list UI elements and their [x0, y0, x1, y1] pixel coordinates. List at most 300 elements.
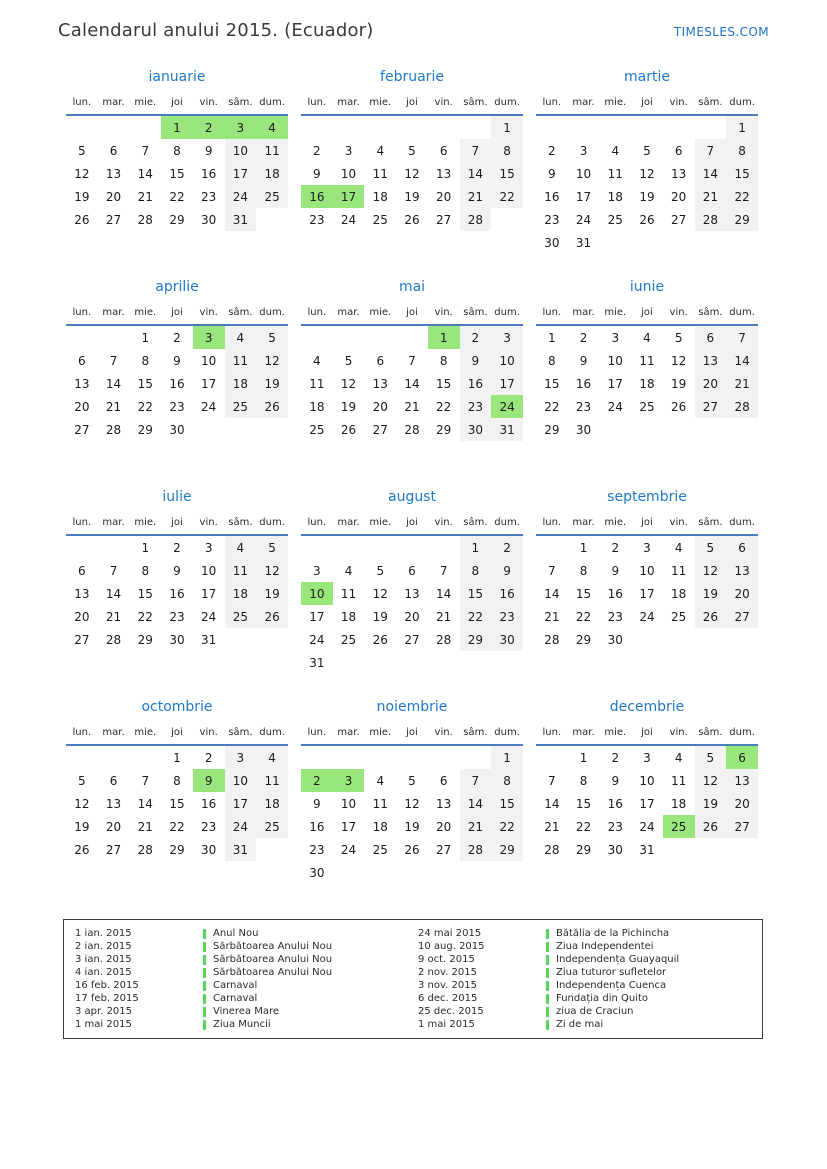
empty-cell [396, 861, 428, 884]
month-table [66, 512, 288, 651]
day-header: lun. [66, 302, 98, 325]
site-link[interactable]: TIMESLES.COM [673, 25, 769, 39]
week-row [301, 325, 523, 349]
day-cell: 7 [408, 353, 416, 368]
day-cell: 7 [109, 563, 118, 578]
day-cell: 20 [74, 609, 90, 624]
holiday-marker-icon [203, 942, 206, 952]
day-cell: 10 [225, 769, 257, 792]
day-header: dum. [256, 512, 288, 535]
day-cell: 11 [256, 769, 288, 792]
legend-holiday-label: Anul Nou [213, 928, 259, 939]
empty-cell [726, 231, 758, 254]
day-cell: 7 [548, 773, 556, 788]
day-cell: 1 [161, 115, 193, 139]
day-cell: 18 [607, 189, 623, 204]
legend-holiday-label: Sărbătoarea Anului Nou [213, 967, 333, 978]
day-cell: 26 [372, 632, 388, 647]
day-cell: 30 [201, 212, 217, 227]
empty-cell [364, 745, 396, 769]
day-cell: 25 [372, 842, 388, 857]
day-cell: 14 [436, 586, 452, 601]
day-cell: 4 [313, 353, 321, 368]
week-row [301, 792, 523, 815]
week-row [301, 115, 523, 139]
day-cell: 20 [726, 582, 758, 605]
day-cell: 28 [695, 208, 727, 231]
day-header: joi [161, 512, 193, 535]
day-header: vin. [663, 92, 695, 115]
empty-cell [66, 535, 98, 559]
day-header: joi [631, 722, 663, 745]
holiday-marker-icon [203, 968, 206, 978]
holiday-legend [63, 919, 763, 1039]
day-cell: 26 [639, 212, 655, 227]
day-cell: 12 [671, 353, 687, 368]
day-cell: 10 [225, 139, 257, 162]
day-cell: 5 [256, 535, 288, 559]
day-cell: 25 [663, 815, 695, 838]
day-cell: 26 [695, 605, 727, 628]
week-row [301, 535, 523, 559]
week-row [536, 395, 758, 418]
day-cell: 18 [225, 372, 257, 395]
day-cell: 7 [141, 143, 150, 158]
day-cell: 1 [579, 540, 588, 555]
week-row [66, 418, 288, 441]
day-cell: 24 [309, 632, 325, 647]
week-row [66, 838, 288, 861]
day-cell: 24 [225, 815, 257, 838]
day-cell: 21 [695, 185, 727, 208]
day-cell: 19 [340, 399, 357, 414]
day-cell: 20 [436, 819, 452, 834]
legend-entry [413, 1018, 756, 1031]
day-header: mar. [333, 302, 365, 325]
empty-cell [225, 628, 257, 651]
day-cell: 26 [340, 422, 357, 437]
day-header: mie. [364, 512, 396, 535]
day-cell: 10 [301, 582, 333, 605]
legend-holiday-name [546, 954, 756, 965]
day-cell: 28 [436, 632, 452, 647]
day-cell: 4 [256, 745, 288, 769]
week-row [536, 349, 758, 372]
day-cell: 27 [436, 842, 452, 857]
empty-cell [568, 115, 600, 139]
day-cell: 30 [607, 632, 623, 647]
day-cell: 17 [340, 819, 357, 834]
legend-holiday-label: Ziua Independentei [556, 941, 654, 952]
day-header: lun. [536, 512, 568, 535]
legend-holiday-name [203, 967, 413, 978]
day-cell: 9 [579, 353, 588, 368]
day-cell: 2 [313, 143, 321, 158]
day-cell: 20 [671, 189, 687, 204]
empty-cell [396, 325, 428, 349]
day-cell: 22 [460, 605, 492, 628]
legend-entry [70, 966, 413, 979]
day-cell: 10 [639, 563, 655, 578]
day-cell: 12 [404, 166, 420, 181]
empty-cell [333, 535, 365, 559]
day-cell: 6 [78, 353, 86, 368]
legend-date: 2 ian. 2015 [75, 941, 132, 952]
day-header: joi [396, 302, 428, 325]
legend-date: 1 mai 2015 [418, 1019, 475, 1030]
day-header: mie. [129, 302, 161, 325]
day-cell: 14 [105, 376, 122, 391]
month-table [301, 92, 523, 231]
legend-date: 6 dec. 2015 [418, 993, 478, 1004]
day-cell: 7 [548, 563, 556, 578]
legend-holiday-name [546, 1019, 756, 1030]
day-cell: 8 [173, 143, 181, 158]
day-cell: 11 [225, 349, 257, 372]
legend-holiday-name [203, 980, 413, 991]
week-row [536, 838, 758, 861]
day-cell: 22 [575, 819, 592, 834]
day-cell: 15 [137, 586, 153, 601]
week-row [536, 582, 758, 605]
holiday-marker-icon [546, 1007, 549, 1017]
week-row [66, 582, 288, 605]
day-cell: 5 [643, 143, 651, 158]
week-row [536, 115, 758, 139]
day-cell: 14 [404, 376, 420, 391]
legend-entry [70, 979, 413, 992]
day-cell: 2 [548, 143, 556, 158]
day-cell: 31 [225, 208, 257, 231]
day-cell: 3 [225, 745, 257, 769]
day-header: mar. [333, 722, 365, 745]
day-cell: 2 [611, 540, 620, 555]
day-cell: 5 [78, 143, 86, 158]
day-cell: 22 [169, 189, 185, 204]
day-cell: 24 [575, 212, 592, 227]
legend-holiday-label: Independența Cuenca [556, 980, 667, 991]
day-cell: 15 [436, 376, 452, 391]
day-cell: 24 [639, 819, 655, 834]
day-cell: 20 [436, 189, 452, 204]
empty-cell [631, 418, 663, 441]
day-cell: 21 [544, 819, 560, 834]
day-header: mar. [568, 512, 600, 535]
legend-holiday-label: Zi de mai [556, 1019, 604, 1030]
day-cell: 29 [436, 422, 452, 437]
day-header: lun. [536, 92, 568, 115]
day-header: mar. [568, 302, 600, 325]
day-cell: 7 [439, 563, 448, 578]
legend-entry [413, 992, 756, 1005]
day-header: sâm. [225, 302, 257, 325]
empty-cell [129, 115, 161, 139]
day-cell: 9 [204, 143, 213, 158]
empty-cell [726, 838, 758, 861]
day-cell: 15 [726, 162, 758, 185]
month-table [536, 722, 758, 861]
day-cell: 27 [105, 842, 122, 857]
empty-cell [491, 208, 523, 231]
week-row [66, 745, 288, 769]
day-cell: 12 [74, 796, 90, 811]
day-cell: 31 [225, 838, 257, 861]
week-row [301, 208, 523, 231]
day-cell: 27 [404, 632, 420, 647]
week-row [66, 792, 288, 815]
day-cell: 8 [491, 139, 523, 162]
day-cell: 8 [726, 139, 758, 162]
month-table [301, 512, 523, 674]
day-cell: 30 [309, 865, 325, 880]
day-header: sâm. [460, 512, 492, 535]
empty-cell [536, 535, 568, 559]
day-cell: 29 [726, 208, 758, 231]
day-cell: 15 [169, 796, 185, 811]
legend-holiday-label: Carnaval [213, 993, 258, 1004]
day-cell: 13 [74, 586, 90, 601]
day-cell: 5 [695, 535, 727, 559]
empty-cell [333, 115, 365, 139]
day-header: joi [396, 722, 428, 745]
week-row [536, 418, 758, 441]
day-cell: 17 [333, 185, 365, 208]
day-header: dum. [491, 512, 523, 535]
day-cell: 13 [671, 166, 687, 181]
week-row [536, 535, 758, 559]
day-cell: 19 [639, 189, 655, 204]
legend-holiday-name [203, 1006, 413, 1017]
day-cell: 13 [436, 166, 452, 181]
day-header: joi [631, 512, 663, 535]
empty-cell [428, 651, 460, 674]
legend-holiday-name [203, 993, 413, 1004]
week-row [536, 139, 758, 162]
day-cell: 18 [256, 792, 288, 815]
day-cell: 27 [726, 815, 758, 838]
day-header: vin. [663, 722, 695, 745]
day-cell: 1 [548, 330, 556, 345]
day-header: vin. [428, 92, 460, 115]
day-cell: 2 [579, 330, 588, 345]
day-cell: 15 [137, 376, 153, 391]
week-row [66, 208, 288, 231]
day-cell: 1 [579, 750, 588, 765]
day-header: mie. [599, 722, 631, 745]
day-header: sâm. [225, 512, 257, 535]
day-header: mar. [98, 302, 130, 325]
day-cell: 2 [301, 769, 333, 792]
day-cell: 10 [340, 796, 357, 811]
empty-cell [631, 115, 663, 139]
day-cell: 15 [169, 166, 185, 181]
month-title: ianuarie [148, 69, 206, 85]
day-cell: 3 [643, 750, 651, 765]
holiday-marker-icon [546, 929, 549, 939]
day-header: mie. [129, 92, 161, 115]
month-title: octombrie [141, 699, 213, 715]
legend-entry [70, 992, 413, 1005]
legend-date: 17 feb. 2015 [75, 993, 139, 1004]
day-header: dum. [256, 92, 288, 115]
legend-date: 10 aug. 2015 [418, 941, 485, 952]
day-cell: 26 [695, 815, 727, 838]
empty-cell [364, 861, 396, 884]
week-row [301, 559, 523, 582]
day-cell: 3 [491, 325, 523, 349]
day-cell: 29 [137, 422, 153, 437]
day-cell: 12 [340, 376, 357, 391]
week-row [301, 349, 523, 372]
day-cell: 29 [169, 842, 185, 857]
day-cell: 18 [372, 189, 388, 204]
day-cell: 21 [436, 609, 452, 624]
day-header: sâm. [695, 722, 727, 745]
legend-holiday-label: Independența Guayaquil [556, 954, 680, 965]
legend-entry [70, 1005, 413, 1018]
day-cell: 9 [313, 796, 321, 811]
month-table [66, 92, 288, 231]
empty-cell [460, 651, 492, 674]
day-cell: 23 [491, 605, 523, 628]
day-cell: 21 [137, 189, 153, 204]
month-title: august [388, 489, 436, 505]
week-row [301, 815, 523, 838]
day-cell: 10 [639, 773, 655, 788]
day-cell: 20 [105, 189, 122, 204]
week-row [301, 838, 523, 861]
empty-cell [396, 745, 428, 769]
day-cell: 31 [309, 655, 325, 670]
empty-cell [98, 535, 130, 559]
day-cell: 12 [74, 166, 90, 181]
day-cell: 29 [169, 212, 185, 227]
legend-entry [413, 940, 756, 953]
day-cell: 28 [404, 422, 420, 437]
day-cell: 21 [460, 185, 492, 208]
day-cell: 27 [372, 422, 388, 437]
day-cell: 4 [225, 325, 257, 349]
day-cell: 1 [141, 540, 150, 555]
day-header: vin. [193, 302, 225, 325]
empty-cell [536, 745, 568, 769]
empty-cell [66, 115, 98, 139]
day-header: joi [631, 92, 663, 115]
day-cell: 8 [141, 353, 150, 368]
empty-cell [333, 745, 365, 769]
day-cell: 1 [491, 115, 523, 139]
week-row [66, 325, 288, 349]
day-cell: 9 [313, 166, 321, 181]
day-header: vin. [428, 302, 460, 325]
day-cell: 11 [671, 773, 687, 788]
legend-entry [413, 966, 756, 979]
day-header: lun. [66, 512, 98, 535]
day-cell: 17 [225, 792, 257, 815]
empty-cell [460, 115, 492, 139]
day-cell: 24 [225, 185, 257, 208]
empty-cell [364, 651, 396, 674]
day-cell: 18 [639, 376, 655, 391]
day-cell: 6 [439, 143, 448, 158]
day-cell: 26 [256, 605, 288, 628]
legend-date: 3 apr. 2015 [75, 1006, 133, 1017]
day-cell: 25 [671, 609, 687, 624]
month-title: iunie [629, 279, 665, 295]
months-grid [66, 69, 827, 885]
day-cell: 21 [460, 815, 492, 838]
day-cell: 18 [372, 819, 388, 834]
day-cell: 4 [376, 143, 385, 158]
empty-cell [491, 651, 523, 674]
day-cell: 3 [204, 540, 213, 555]
day-cell: 21 [105, 609, 122, 624]
day-header: joi [161, 302, 193, 325]
day-cell: 11 [607, 166, 623, 181]
day-cell: 13 [695, 349, 727, 372]
day-cell: 26 [404, 842, 420, 857]
day-cell: 1 [173, 750, 181, 765]
day-cell: 10 [607, 353, 623, 368]
day-header: mie. [364, 92, 396, 115]
day-cell: 18 [340, 609, 357, 624]
holiday-marker-icon [546, 942, 549, 952]
month-noiembrie [301, 699, 523, 885]
day-cell: 3 [333, 769, 365, 792]
empty-cell [333, 861, 365, 884]
day-cell: 9 [491, 559, 523, 582]
week-row [536, 372, 758, 395]
day-cell: 19 [404, 819, 420, 834]
day-cell: 4 [674, 540, 683, 555]
day-header: mie. [599, 302, 631, 325]
day-cell: 24 [201, 399, 217, 414]
month-table [536, 302, 758, 441]
day-cell: 27 [726, 605, 758, 628]
day-cell: 18 [225, 582, 257, 605]
day-cell: 20 [105, 819, 122, 834]
day-cell: 22 [491, 185, 523, 208]
day-cell: 1 [491, 745, 523, 769]
month-title: mai [398, 279, 426, 295]
day-cell: 23 [201, 189, 217, 204]
legend-holiday-label: Carnaval [213, 980, 258, 991]
day-cell: 20 [372, 399, 388, 414]
holiday-marker-icon [546, 1020, 549, 1030]
day-cell: 11 [639, 353, 655, 368]
day-cell: 26 [74, 212, 90, 227]
day-cell: 9 [460, 349, 492, 372]
legend-date: 2 nov. 2015 [418, 967, 477, 978]
day-cell: 15 [460, 582, 492, 605]
week-row [536, 605, 758, 628]
legend-holiday-label: Ziua tuturor sufletelor [556, 967, 667, 978]
day-cell: 6 [78, 563, 86, 578]
empty-cell [428, 535, 460, 559]
empty-cell [66, 745, 98, 769]
empty-cell [726, 418, 758, 441]
day-cell: 31 [201, 632, 217, 647]
month-title: noiembrie [376, 699, 448, 715]
day-header: vin. [663, 512, 695, 535]
day-cell: 9 [173, 563, 181, 578]
empty-cell [695, 418, 727, 441]
day-cell: 3 [225, 115, 257, 139]
day-header: mar. [98, 92, 130, 115]
day-cell: 30 [201, 842, 217, 857]
day-cell: 1 [428, 325, 460, 349]
day-cell: 5 [344, 353, 353, 368]
